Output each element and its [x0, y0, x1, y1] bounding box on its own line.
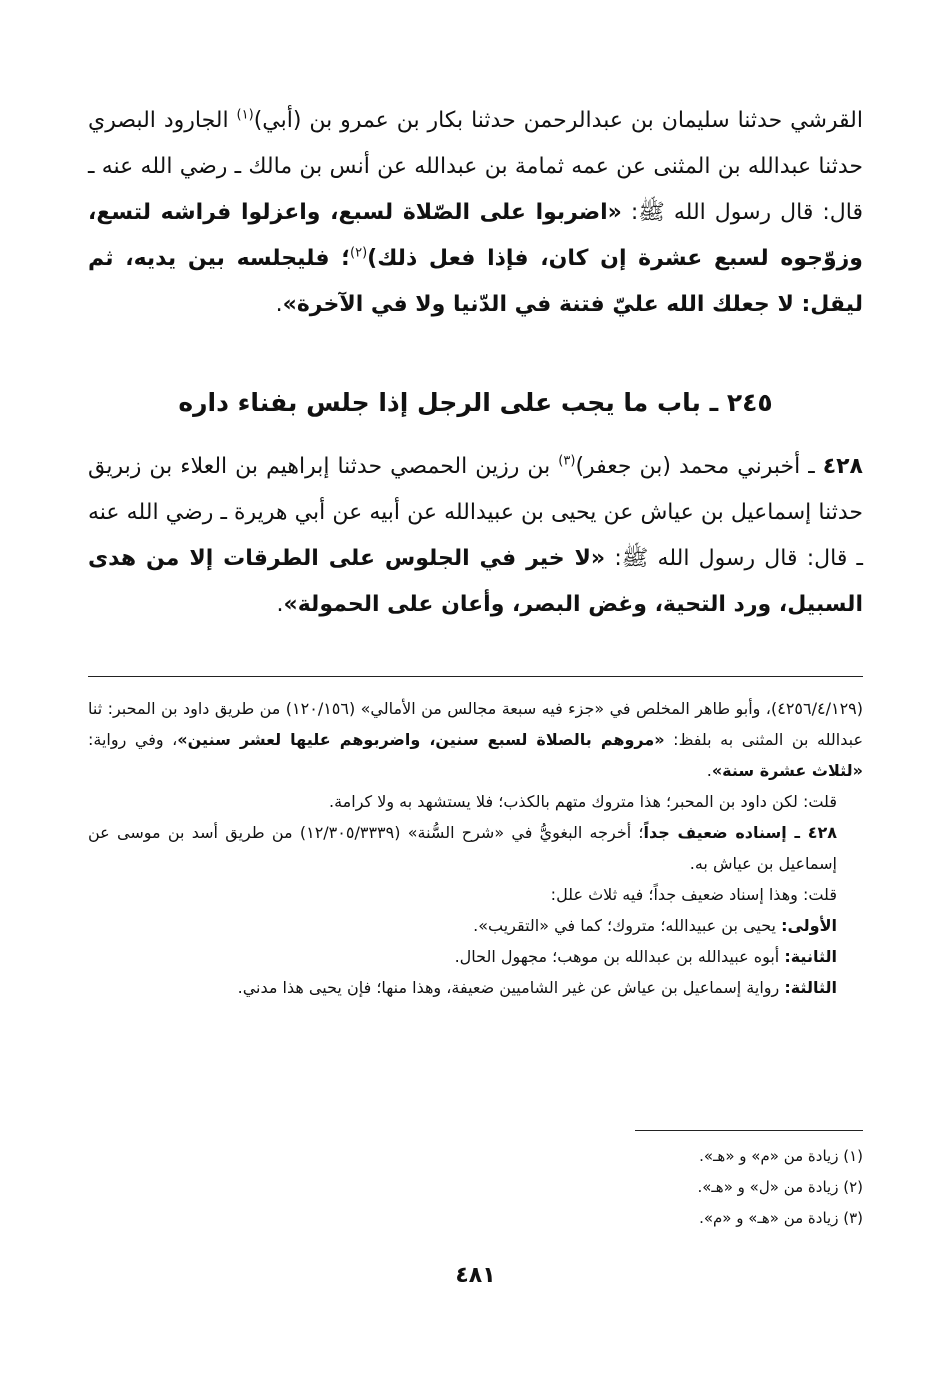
commentary-paragraph: [88, 817, 863, 879]
footnotes: [88, 1141, 863, 1234]
footnote-ref: (٢): [350, 245, 368, 261]
hadith-matn: «لا خير في الجلوس على الطرقات إلا من هدى السبيل، ورد التحية، وغض البصر، وأعان على الحمولة»: [88, 546, 863, 617]
commentary-paragraph: [88, 693, 863, 786]
hadith-number: ٤٢٨: [822, 454, 863, 479]
page-number: ٤٨١: [455, 1263, 496, 1288]
defect-label: الثانية:: [784, 947, 837, 966]
defect-text: أبوه عبيدالله بن عبدالله بن موهب؛ مجهول الحال.: [454, 947, 785, 966]
defect-label: الثالثة:: [784, 978, 837, 997]
defect-text: رواية إسماعيل بن عياش عن غير الشاميين ضعيفة، وهذا منها؛ فإن يحيى هذا مدني.: [237, 978, 785, 997]
commentary: [88, 693, 863, 1003]
defect-label: الأولى:: [781, 916, 837, 935]
narration-text: القرشي حدثنا سليمان بن عبدالرحمن حدثنا بكار بن عمرو بن (أبي): [253, 108, 863, 133]
punctuation: .: [706, 761, 712, 780]
defect-item: [88, 941, 863, 972]
defect-text: يحيى بن عبيدالله؛ متروك؛ كما في «التقريب».: [473, 916, 782, 935]
punctuation: .: [275, 292, 283, 317]
narration-text: الجارود البصري حدثنا عبدالله بن المثنى عن عمه ثمامة بن عبدالله عن أنس بن مالك ـ رضي الله عنه ـ قال: قال رسول الله ﷺ:: [88, 108, 863, 225]
hadith-matn: «اضربوا على الصّلاة لسبع، واعزلوا فراشه لتسع، وزوّجوه لسبع عشرة إن كان، فإذا فعل ذلك): [88, 200, 863, 271]
footnote-ref: (١): [236, 107, 254, 123]
narration-text: ـ أخبرني محمد (بن جعفر): [575, 454, 823, 479]
punctuation: .: [276, 592, 284, 617]
hadith-number: ٤٢٨: [807, 823, 837, 842]
footnote: (١) زيادة من «م» و «هـ».: [699, 1147, 863, 1165]
hadith-continuation: [88, 98, 863, 328]
commentary-text: ؛ أخرجه البغويُّ في «شرح السُّنة» (١٢/٣٠٥/٣٣٣٩) من طريق أسد بن موسى عن إسماعيل بن عياش به.: [88, 823, 837, 873]
chapter-title: ٢٤٥ ـ باب ما يجب على الرجل إذا جلس بفناء داره: [178, 388, 773, 417]
hadith-428: [88, 444, 863, 628]
footnote-ref: (٣): [558, 453, 576, 469]
footnote: (٣) زيادة من «هـ» و «م».: [699, 1209, 863, 1227]
hadith-matn: ؛ فليجلسه بين يديه، ثم ليقل: لا جعلك الله عليّ فتنة في الدّنيا ولا في الآخرة»: [88, 246, 863, 317]
defect-item: [88, 910, 863, 941]
commentary-separator: [88, 676, 863, 677]
commentary-bold: «لثلاث عشرة سنة»: [711, 761, 863, 780]
commentary-paragraph: قلت: لكن داود بن المحبر؛ هذا متروك متهم بالكذب؛ فلا يستشهد به ولا كرامة.: [329, 792, 837, 811]
commentary-bold: «مروهم بالصلاة لسبع سنين، واضربوهم عليها لعشر سنين»: [177, 730, 665, 749]
grading: ـ إسناده ضعيف جداً: [643, 823, 808, 842]
commentary-text: ، وفي رواية:: [88, 730, 178, 749]
defect-item: [88, 972, 863, 1003]
commentary-paragraph: قلت: وهذا إسناد ضعيف جداً؛ فيه ثلاث علل:: [550, 885, 837, 904]
footnote-separator: [635, 1130, 863, 1131]
commentary-text: (٤٢٥٦/٤/١٢٩)، وأبو طاهر المخلص في «جزء فيه سبعة مجالس من الأمالي» (١٢٠/١٥٦) من طريق داود بن المحبر: ثنا عبدالله بن المثنى به بلفظ:: [88, 699, 863, 749]
narration-text: بن رزين الحمصي حدثنا إبراهيم بن العلاء بن زبريق حدثنا إسماعيل بن عياش عن يحيى بن عبيدالله عن أبيه عن أبي هريرة ـ رضي الله عنه ـ قال: قال رسول الله ﷺ:: [88, 454, 864, 571]
footnote: (٢) زيادة من «ل» و «هـ».: [697, 1178, 863, 1196]
